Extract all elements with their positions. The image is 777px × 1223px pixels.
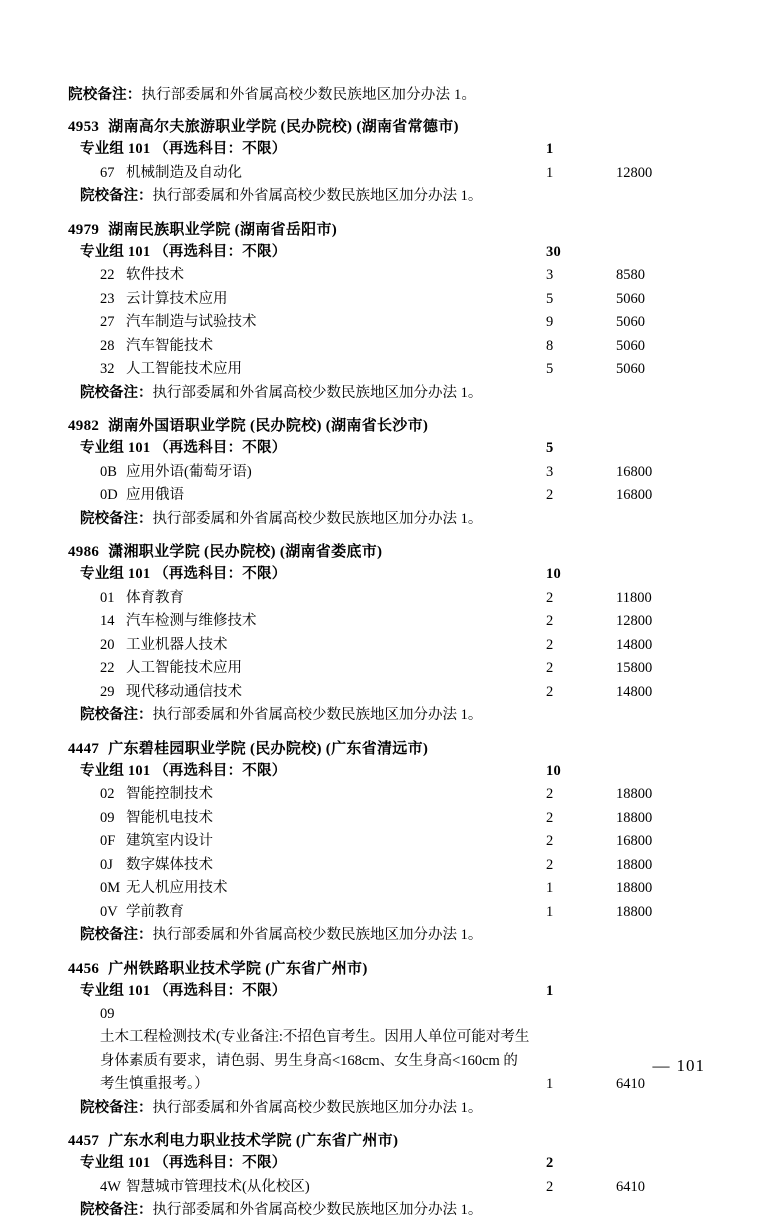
major-plan: 2 [546,856,554,873]
major-code: 14 [100,613,115,630]
school-title [68,218,705,239]
major-label-cell [68,901,546,924]
school-note-cell [68,185,706,208]
major-name: 机械制造及自动化 [126,164,242,181]
major-plan: 2 [546,589,554,606]
school-note-text: 执行部委属和外省属高校少数民族地区加分办法 1。 [152,510,483,527]
major-code: 09 [100,809,115,826]
major-row [68,461,706,484]
major-plan: 1 [546,164,554,181]
major-group-label: 专业组 101 （再选科目：不限） [80,762,287,779]
major-code: 4W [100,1178,121,1195]
school-note-row [68,704,706,727]
major-name: 土木工程检测技术(专业备注:不招色盲考生。因用人单位可能对考生身体素质有要求，请色弱、男生身高<168cm、女生身高<160cm 的考生慎重报考。） [100,1029,530,1093]
major-name: 智慧城市管理技术(从化校区) [126,1178,310,1195]
major-table [68,1152,706,1222]
school-code: 4979 [68,221,100,238]
school-note-cell [68,508,706,531]
major-label-cell [68,587,546,610]
school-note-row [68,185,706,208]
major-group-label: 专业组 101 （再选科目：不限） [80,566,287,583]
school-note-cell [68,382,706,405]
major-label-cell [68,264,546,287]
major-fee: 6410 [616,1178,645,1195]
major-fee: 18800 [616,903,653,920]
major-row [68,264,706,287]
page-number: 101 [676,1056,705,1075]
major-group-fee [616,138,706,161]
major-fee: 18800 [616,786,653,803]
major-label-cell [68,681,546,704]
major-name: 工业机器人技术 [126,636,228,653]
major-label-cell [68,288,546,311]
major-code: 22 [100,267,115,284]
major-name: 建筑室内设计 [126,833,213,850]
major-row [68,1176,706,1199]
major-fee: 16800 [616,487,653,504]
major-table [68,760,706,948]
major-row [68,830,706,853]
school-note-label: 院校备注： [80,384,153,401]
major-label-cell [68,634,546,657]
major-group-plan: 10 [546,762,561,779]
school-name: 湖南外国语职业学院 (民办院校) (湖南省长沙市) [108,418,429,435]
school-note-text: 执行部委属和外省属高校少数民族地区加分办法 1。 [152,188,483,205]
major-group-row [68,1152,706,1175]
school-title [68,414,705,435]
major-row [68,335,706,358]
major-code: 22 [100,660,115,677]
school-note-text: 执行部委属和外省属高校少数民族地区加分办法 1。 [152,1202,483,1219]
major-plan: 2 [546,1178,554,1195]
major-row [68,657,706,680]
school-name: 广东水利电力职业技术学院 (广东省广州市) [108,1133,399,1150]
major-fee: 16800 [616,833,653,850]
major-code: 09 [100,1006,115,1022]
major-table [68,437,706,531]
school-title [68,1129,705,1150]
school-code: 4447 [68,740,100,757]
major-plan: 3 [546,463,554,480]
major-name: 云计算技术应用 [126,290,228,307]
major-code: 0B [100,463,117,480]
school-note-row [68,1199,706,1222]
major-group-fee [616,1152,706,1175]
major-name: 学前教育 [126,903,184,920]
school-note-cell [68,1097,706,1120]
major-plan: 2 [546,487,554,504]
major-fee: 11800 [616,589,652,606]
school-code: 4456 [68,960,100,977]
major-code: 23 [100,290,115,307]
major-plan: 5 [546,361,554,378]
major-row [68,162,706,185]
major-group-fee [616,437,706,460]
major-group-row [68,563,706,586]
major-fee: 15800 [616,660,653,677]
major-label-cell [68,1003,546,1097]
school-note-row [68,382,706,405]
major-name: 智能机电技术 [126,809,213,826]
major-name: 智能控制技术 [126,786,213,803]
major-code: 32 [100,361,115,378]
school-note-label: 院校备注： [80,510,153,527]
major-group-label: 专业组 101 （再选科目：不限） [80,440,287,457]
major-plan: 8 [546,337,554,354]
major-name: 无人机应用技术 [126,880,228,897]
major-plan: 1 [546,1076,554,1093]
school-block [68,1129,705,1222]
school-title [68,957,705,978]
major-fee: 5060 [616,290,645,307]
major-group-fee [616,563,706,586]
major-group-fee [616,760,706,783]
major-plan: 2 [546,786,554,803]
school-block [68,737,705,948]
school-note-label: 院校备注： [80,188,153,205]
major-group-row [68,138,706,161]
school-note-text: 执行部委属和外省属高校少数民族地区加分办法 1。 [152,384,483,401]
major-code: 02 [100,786,115,803]
major-group-label: 专业组 101 （再选科目：不限） [80,243,287,260]
major-table [68,980,706,1121]
school-name: 潇湘职业学院 (民办院校) (湖南省娄底市) [108,544,383,561]
major-label-cell [68,162,546,185]
school-note-label: 院校备注： [80,927,153,944]
major-label-cell [68,461,546,484]
major-table [68,563,706,727]
school-name: 广东碧桂园职业学院 (民办院校) (广东省清远市) [108,740,429,757]
school-note-label: 院校备注： [80,1202,153,1219]
page-footer [653,1056,706,1076]
major-fee: 5060 [616,314,645,331]
major-group-row [68,980,706,1003]
major-row [68,358,706,381]
major-plan: 2 [546,613,554,630]
major-row [68,288,706,311]
major-code: 0V [100,903,118,920]
school-code: 4953 [68,119,100,136]
major-row [68,1003,706,1097]
major-plan: 2 [546,636,554,653]
major-fee: 5060 [616,361,645,378]
major-group-label: 专业组 101 （再选科目：不限） [80,141,287,158]
major-code: 20 [100,636,115,653]
schools-list [68,115,705,1222]
major-table [68,241,706,405]
top-school-note-label: 院校备注： [68,87,142,103]
major-name: 人工智能技术应用 [126,660,242,677]
school-title [68,115,705,136]
school-name: 广州铁路职业技术学院 (广东省广州市) [108,960,368,977]
major-fee: 6410 [616,1076,645,1093]
major-name: 应用外语(葡萄牙语) [126,463,252,480]
major-label-cell [68,610,546,633]
major-label-cell [68,1176,546,1199]
major-fee: 18800 [616,856,653,873]
major-name: 汽车智能技术 [126,337,213,354]
major-row [68,807,706,830]
school-note-cell [68,1199,706,1222]
major-row [68,854,706,877]
major-group-plan: 30 [546,243,561,260]
major-name: 汽车制造与试验技术 [126,314,257,331]
major-label-cell [68,311,546,334]
major-label-cell [68,877,546,900]
major-code: 0F [100,833,116,850]
major-plan: 9 [546,314,554,331]
major-fee: 18800 [616,880,653,897]
major-plan: 2 [546,660,554,677]
major-plan: 1 [546,880,554,897]
major-table [68,138,706,208]
top-school-note [68,84,705,106]
major-name: 数字媒体技术 [126,856,213,873]
school-note-row [68,508,706,531]
major-label-cell [68,830,546,853]
major-code: 0D [100,487,118,504]
major-fee: 14800 [616,683,653,700]
school-note-text: 执行部委属和外省属高校少数民族地区加分办法 1。 [152,927,483,944]
footer-dash: — [652,1056,671,1075]
major-plan: 5 [546,290,554,307]
major-code: 27 [100,314,115,331]
major-group-row [68,437,706,460]
major-group-fee [616,241,706,264]
major-plan: 2 [546,809,554,826]
major-row [68,877,706,900]
major-fee: 12800 [616,613,653,630]
major-name: 软件技术 [126,267,184,284]
major-row [68,587,706,610]
major-label-cell [68,807,546,830]
major-code: 28 [100,337,115,354]
major-code: 29 [100,683,115,700]
major-group-plan: 10 [546,566,561,583]
major-name: 汽车检测与维修技术 [126,613,257,630]
major-label-cell [68,657,546,680]
major-group-plan: 1 [546,982,554,999]
major-label-cell [68,854,546,877]
major-name: 现代移动通信技术 [126,683,242,700]
major-row [68,311,706,334]
major-group-plan: 5 [546,440,554,457]
major-row [68,783,706,806]
major-name: 人工智能技术应用 [126,361,242,378]
major-plan: 2 [546,683,554,700]
school-block [68,957,705,1121]
major-group-label: 专业组 101 （再选科目：不限） [80,982,287,999]
major-label-cell [68,484,546,507]
school-note-row [68,924,706,947]
major-code: 67 [100,164,115,181]
major-name: 应用俄语 [126,487,184,504]
major-plan: 2 [546,833,554,850]
major-label-cell [68,335,546,358]
major-fee: 16800 [616,463,653,480]
school-note-text: 执行部委属和外省属高校少数民族地区加分办法 1。 [152,1099,483,1116]
school-code: 4457 [68,1133,100,1150]
top-school-note-text: 执行部委属和外省属高校少数民族地区加分办法 1。 [141,87,477,103]
major-group-plan: 1 [546,141,554,158]
school-note-row [68,1097,706,1120]
major-row [68,484,706,507]
school-block [68,115,705,208]
school-block [68,218,705,405]
school-block [68,540,705,727]
major-fee: 5060 [616,337,645,354]
major-label-cell [68,358,546,381]
major-fee: 12800 [616,164,653,181]
major-row [68,610,706,633]
major-group-row [68,760,706,783]
major-plan: 3 [546,267,554,284]
school-block [68,414,705,531]
major-fee: 18800 [616,809,653,826]
school-title [68,737,705,758]
major-fee: 8580 [616,267,645,284]
major-row [68,634,706,657]
school-note-cell [68,704,706,727]
major-row [68,681,706,704]
school-note-text: 执行部委属和外省属高校少数民族地区加分办法 1。 [152,707,483,724]
major-group-plan: 2 [546,1155,554,1172]
school-name: 湖南高尔夫旅游职业学院 (民办院校) (湖南省常德市) [108,119,459,136]
major-code: 0J [100,856,113,873]
major-code: 01 [100,589,115,606]
major-name: 体育教育 [126,589,184,606]
major-group-row [68,241,706,264]
major-label-cell [68,783,546,806]
school-code: 4982 [68,418,100,435]
major-row [68,901,706,924]
major-fee: 14800 [616,636,653,653]
school-note-cell [68,924,706,947]
major-group-fee [616,980,706,1003]
major-code: 0M [100,880,121,897]
school-name: 湖南民族职业学院 (湖南省岳阳市) [108,221,338,238]
major-plan: 1 [546,903,554,920]
school-note-label: 院校备注： [80,707,153,724]
major-group-label: 专业组 101 （再选科目：不限） [80,1155,287,1172]
school-note-label: 院校备注： [80,1099,153,1116]
school-title [68,540,705,561]
school-code: 4986 [68,544,100,561]
